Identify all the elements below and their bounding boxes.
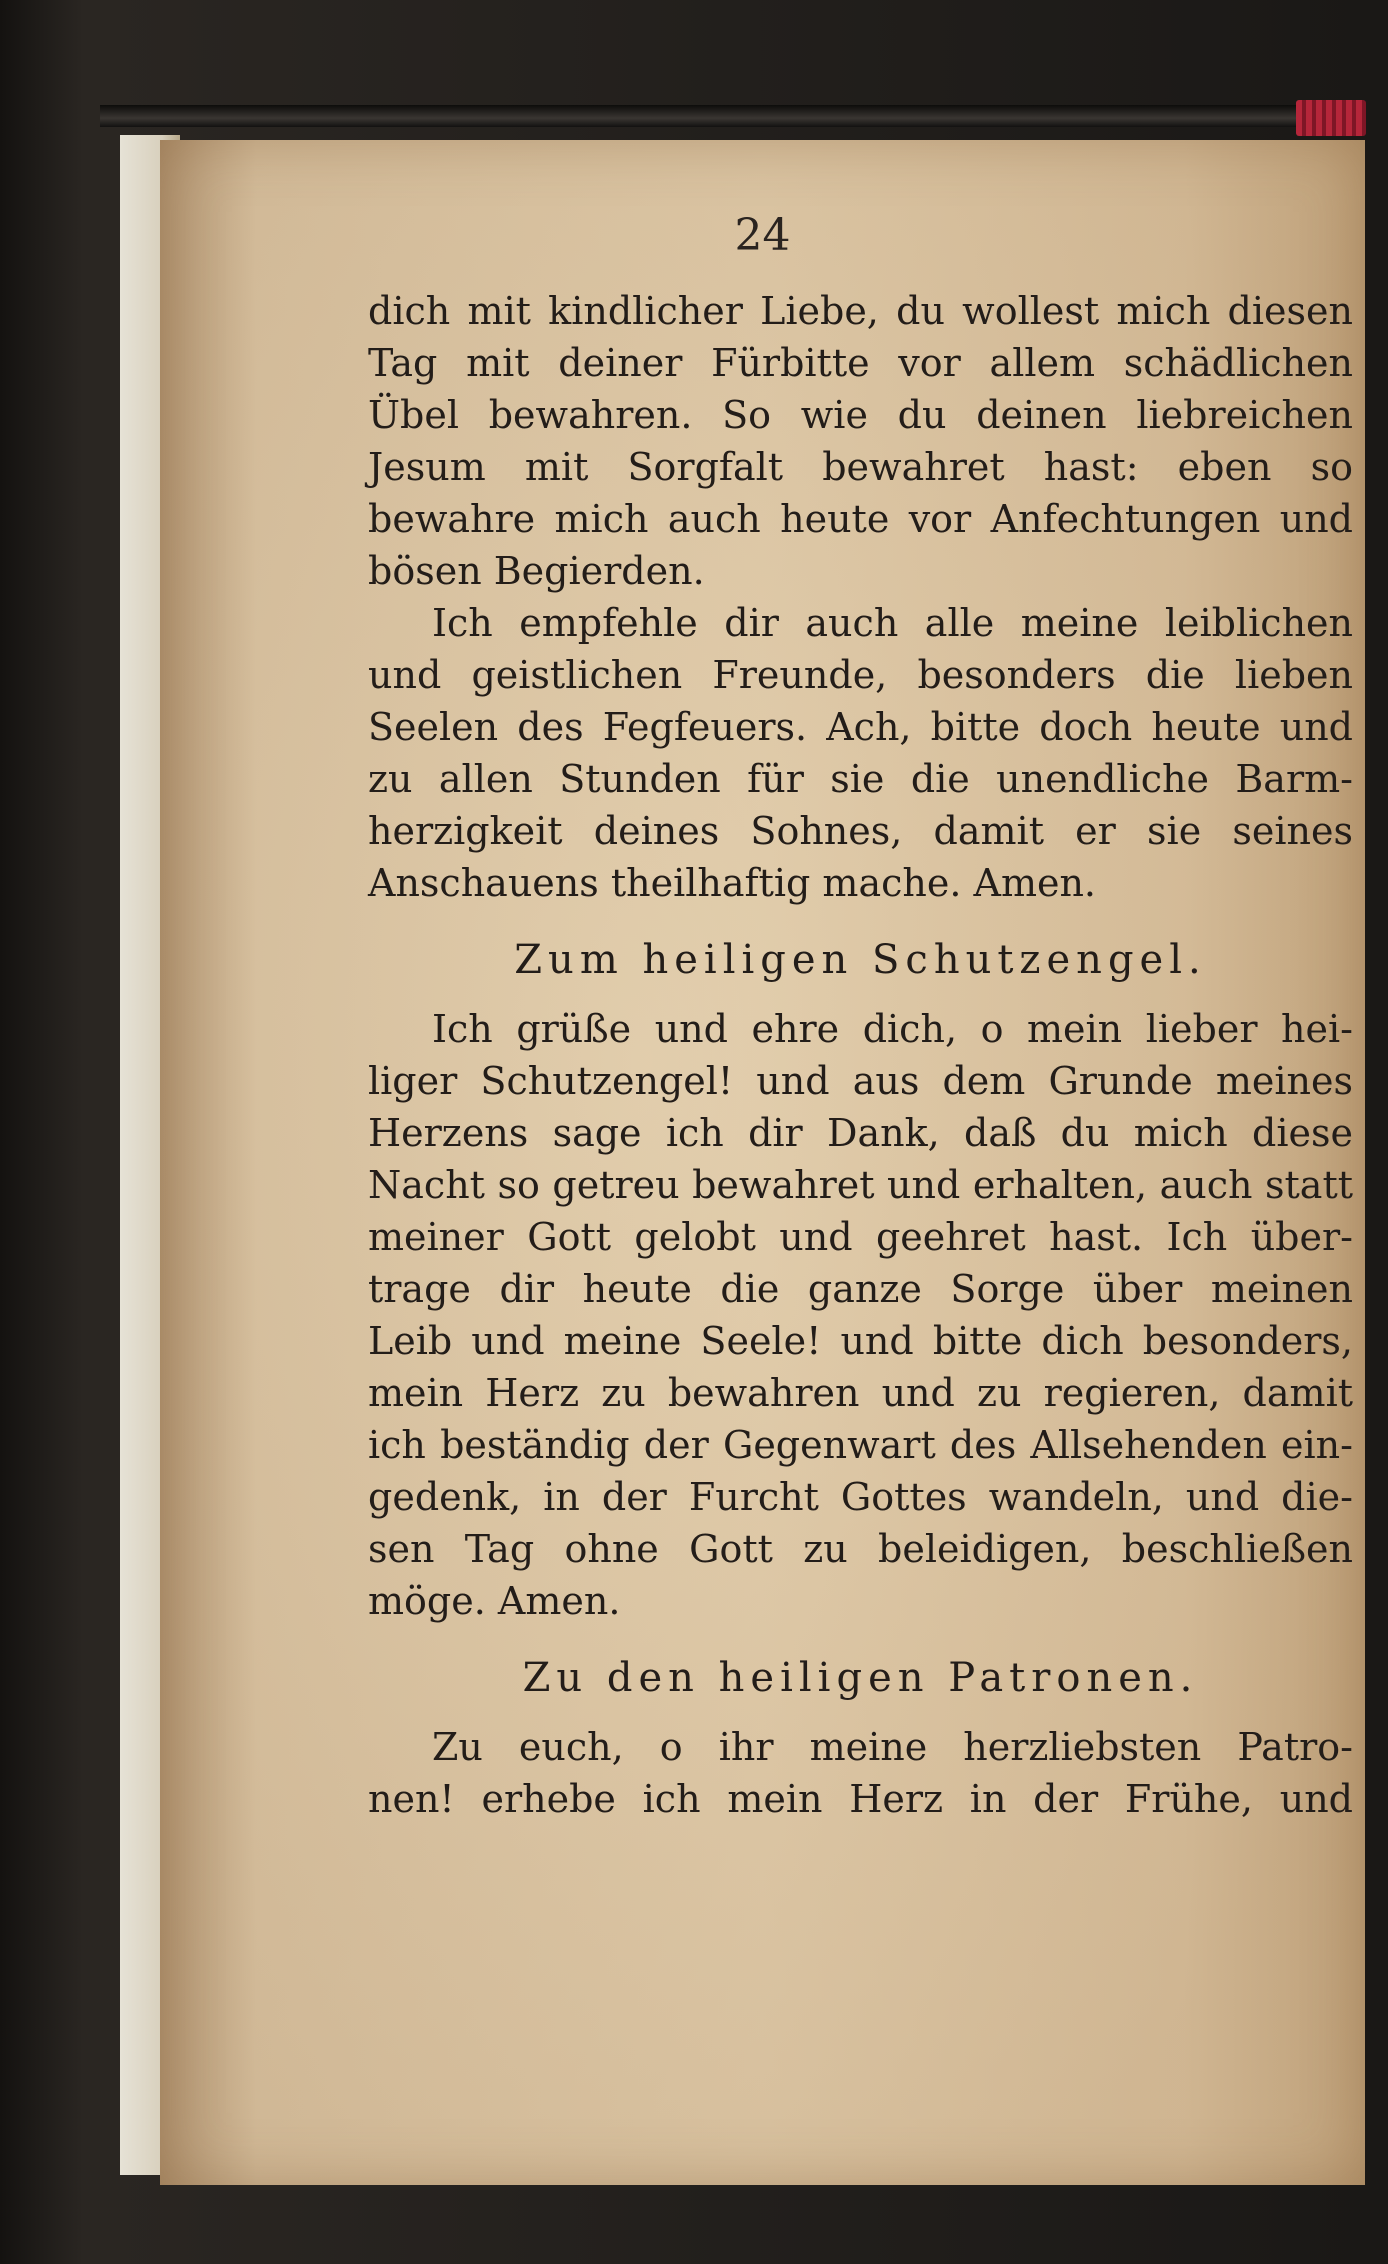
- text-line: dich mit kindlicher Liebe, du wollest mich diesen: [368, 289, 1353, 333]
- text-line: und geistlichen Freunde, besonders die lieben: [368, 653, 1353, 697]
- text-line: liger Schutzengel! und aus dem Grunde meines: [368, 1059, 1353, 1103]
- text-line: gedenk, in der Furcht Gottes wandeln, und die-: [368, 1475, 1353, 1519]
- text-line: Anschauens theilhaftig mache. Amen.: [368, 861, 1097, 905]
- section-heading: Zu den heiligen Patronen.: [522, 1655, 1199, 1701]
- text-line: zu allen Stunden für sie die unendliche Barm-: [368, 757, 1353, 801]
- text-line: bewahre mich auch heute vor Anfechtungen und: [368, 497, 1353, 541]
- page-text: [368, 285, 1353, 1825]
- book-page: [160, 140, 1365, 2185]
- text-line: Seelen des Fegfeuers. Ach, bitte doch heute und: [368, 705, 1353, 749]
- text-line: mein Herz zu bewahren und zu regieren, damit: [368, 1371, 1353, 1415]
- text-line: möge. Amen.: [368, 1579, 621, 1623]
- text-line: sen Tag ohne Gott zu beleidigen, beschließen: [368, 1527, 1353, 1571]
- text-line: Jesum mit Sorgfalt bewahret hast: eben so: [368, 445, 1353, 489]
- text-line: Herzens sage ich dir Dank, daß du mich diese: [368, 1111, 1353, 1155]
- text-line: bösen Begierden.: [368, 549, 705, 593]
- text-line: meiner Gott gelobt und geehret hast. Ich über-: [368, 1215, 1353, 1259]
- section-heading: Zum heiligen Schutzengel.: [514, 937, 1207, 983]
- text-line: Übel bewahren. So wie du deinen liebreichen: [368, 393, 1353, 437]
- text-line: Leib und meine Seele! und bitte dich besonders,: [368, 1319, 1353, 1363]
- book-cover-edge: [100, 105, 1300, 127]
- text-line: herzigkeit deines Sohnes, damit er sie seines: [368, 809, 1353, 853]
- bookmark-ribbon: [1296, 100, 1366, 136]
- text-line: nen! erhebe ich mein Herz in der Frühe, und: [368, 1777, 1353, 1821]
- text-line: Ich empfehle dir auch alle meine leiblichen: [432, 601, 1353, 645]
- text-line: ich beständig der Gegenwart des Allsehenden ein-: [368, 1423, 1353, 1467]
- text-line: Tag mit deiner Fürbitte vor allem schädlichen: [368, 341, 1353, 385]
- text-line: Zu euch, o ihr meine herzliebsten Patro-: [432, 1725, 1353, 1769]
- text-line: trage dir heute die ganze Sorge über meinen: [368, 1267, 1353, 1311]
- text-line: Nacht so getreu bewahret und erhalten, auch statt: [368, 1163, 1353, 1207]
- text-line: Ich grüße und ehre dich, o mein lieber hei-: [432, 1007, 1353, 1051]
- page-number: 24: [734, 210, 791, 261]
